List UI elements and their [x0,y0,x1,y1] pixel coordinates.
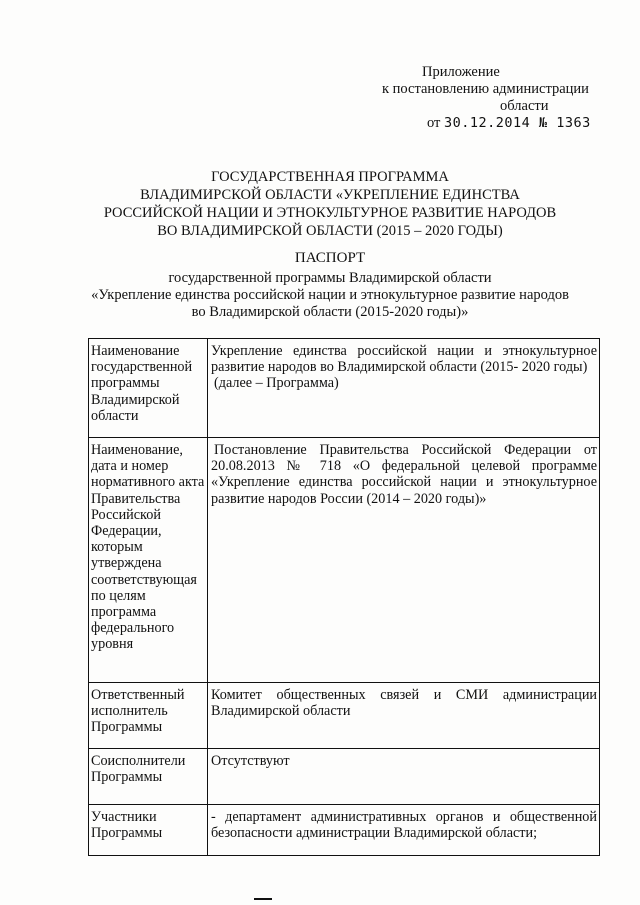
appendix-date-number: 30.12.2014 № 1363 [444,115,591,131]
row-value-note: (далее – Программа) [214,375,339,392]
passport-subtitle-line: государственной программы Владимирской области [168,270,492,286]
passport-subtitle-line: во Владимирской области (2015-2020 годы)» [191,304,469,320]
row-label: Наименование государственной программы Владимирской области [89,339,208,438]
program-title [70,168,590,240]
program-title-line: ВО ВЛАДИМИРСКОЙ ОБЛАСТИ (2015 – 2020 ГОДЫ) [157,223,503,239]
row-value-text: Постановление Правительства Российской Федерации от 20.08.2013 № 718 «О федеральной целевой программе «Укрепление единства российской нации и этнокультурное развитие народов России (2014 – 2020 годы)» [211,442,597,507]
program-title-line: ВЛАДИМИРСКОЙ ОБЛАСТИ «УКРЕПЛЕНИЕ ЕДИНСТВА [140,187,520,203]
row-value: - департамент административных органов и общественной безопасности администрации Владимирской области; [208,805,600,856]
passport-subtitle-line: «Укрепление единства российской нации и этнокультурное развитие народов [91,287,569,303]
row-value-text: Укрепление единства российской нации и этнокультурное развитие народов во Владимирской области (2015- 2020 годы) [211,343,597,376]
passport-heading: ПАСПОРТ [294,250,366,266]
table-row [89,805,600,856]
row-value: Комитет общественных связей и СМИ администрации Владимирской области [208,683,600,749]
row-value [208,438,600,683]
row-label: Соисполнители Программы [89,749,208,805]
passport-heading-block [70,250,590,321]
passport-table [88,338,600,856]
row-value: Отсутствуют [208,749,600,805]
appendix-line-3: области [500,98,549,114]
appendix-date-prefix: от [427,115,441,131]
page-footer-mark [254,898,272,900]
program-title-line: РОССИЙСКОЙ НАЦИИ И ЭТНОКУЛЬТУРНОЕ РАЗВИТИЕ НАРОДОВ [103,205,557,221]
row-label: Наименование, дата и номер нормативного акта Правительства Российской Федерации, которым утверждена соответствующая по целям программа федерального уровня [89,438,208,683]
row-label: Участники Программы [89,805,208,856]
table-row [89,339,600,438]
table-row [89,438,600,683]
appendix-line-1: Приложение [422,64,500,80]
row-value [208,339,600,438]
appendix-line-2: к постановлению администрации [382,81,589,97]
table-row [89,749,600,805]
program-title-line: ГОСУДАРСТВЕННАЯ ПРОГРАММА [211,169,449,185]
table-row [89,683,600,749]
appendix-block [360,64,610,132]
appendix-date-line [360,115,610,132]
row-label: Ответственный исполнитель Программы [89,683,208,749]
